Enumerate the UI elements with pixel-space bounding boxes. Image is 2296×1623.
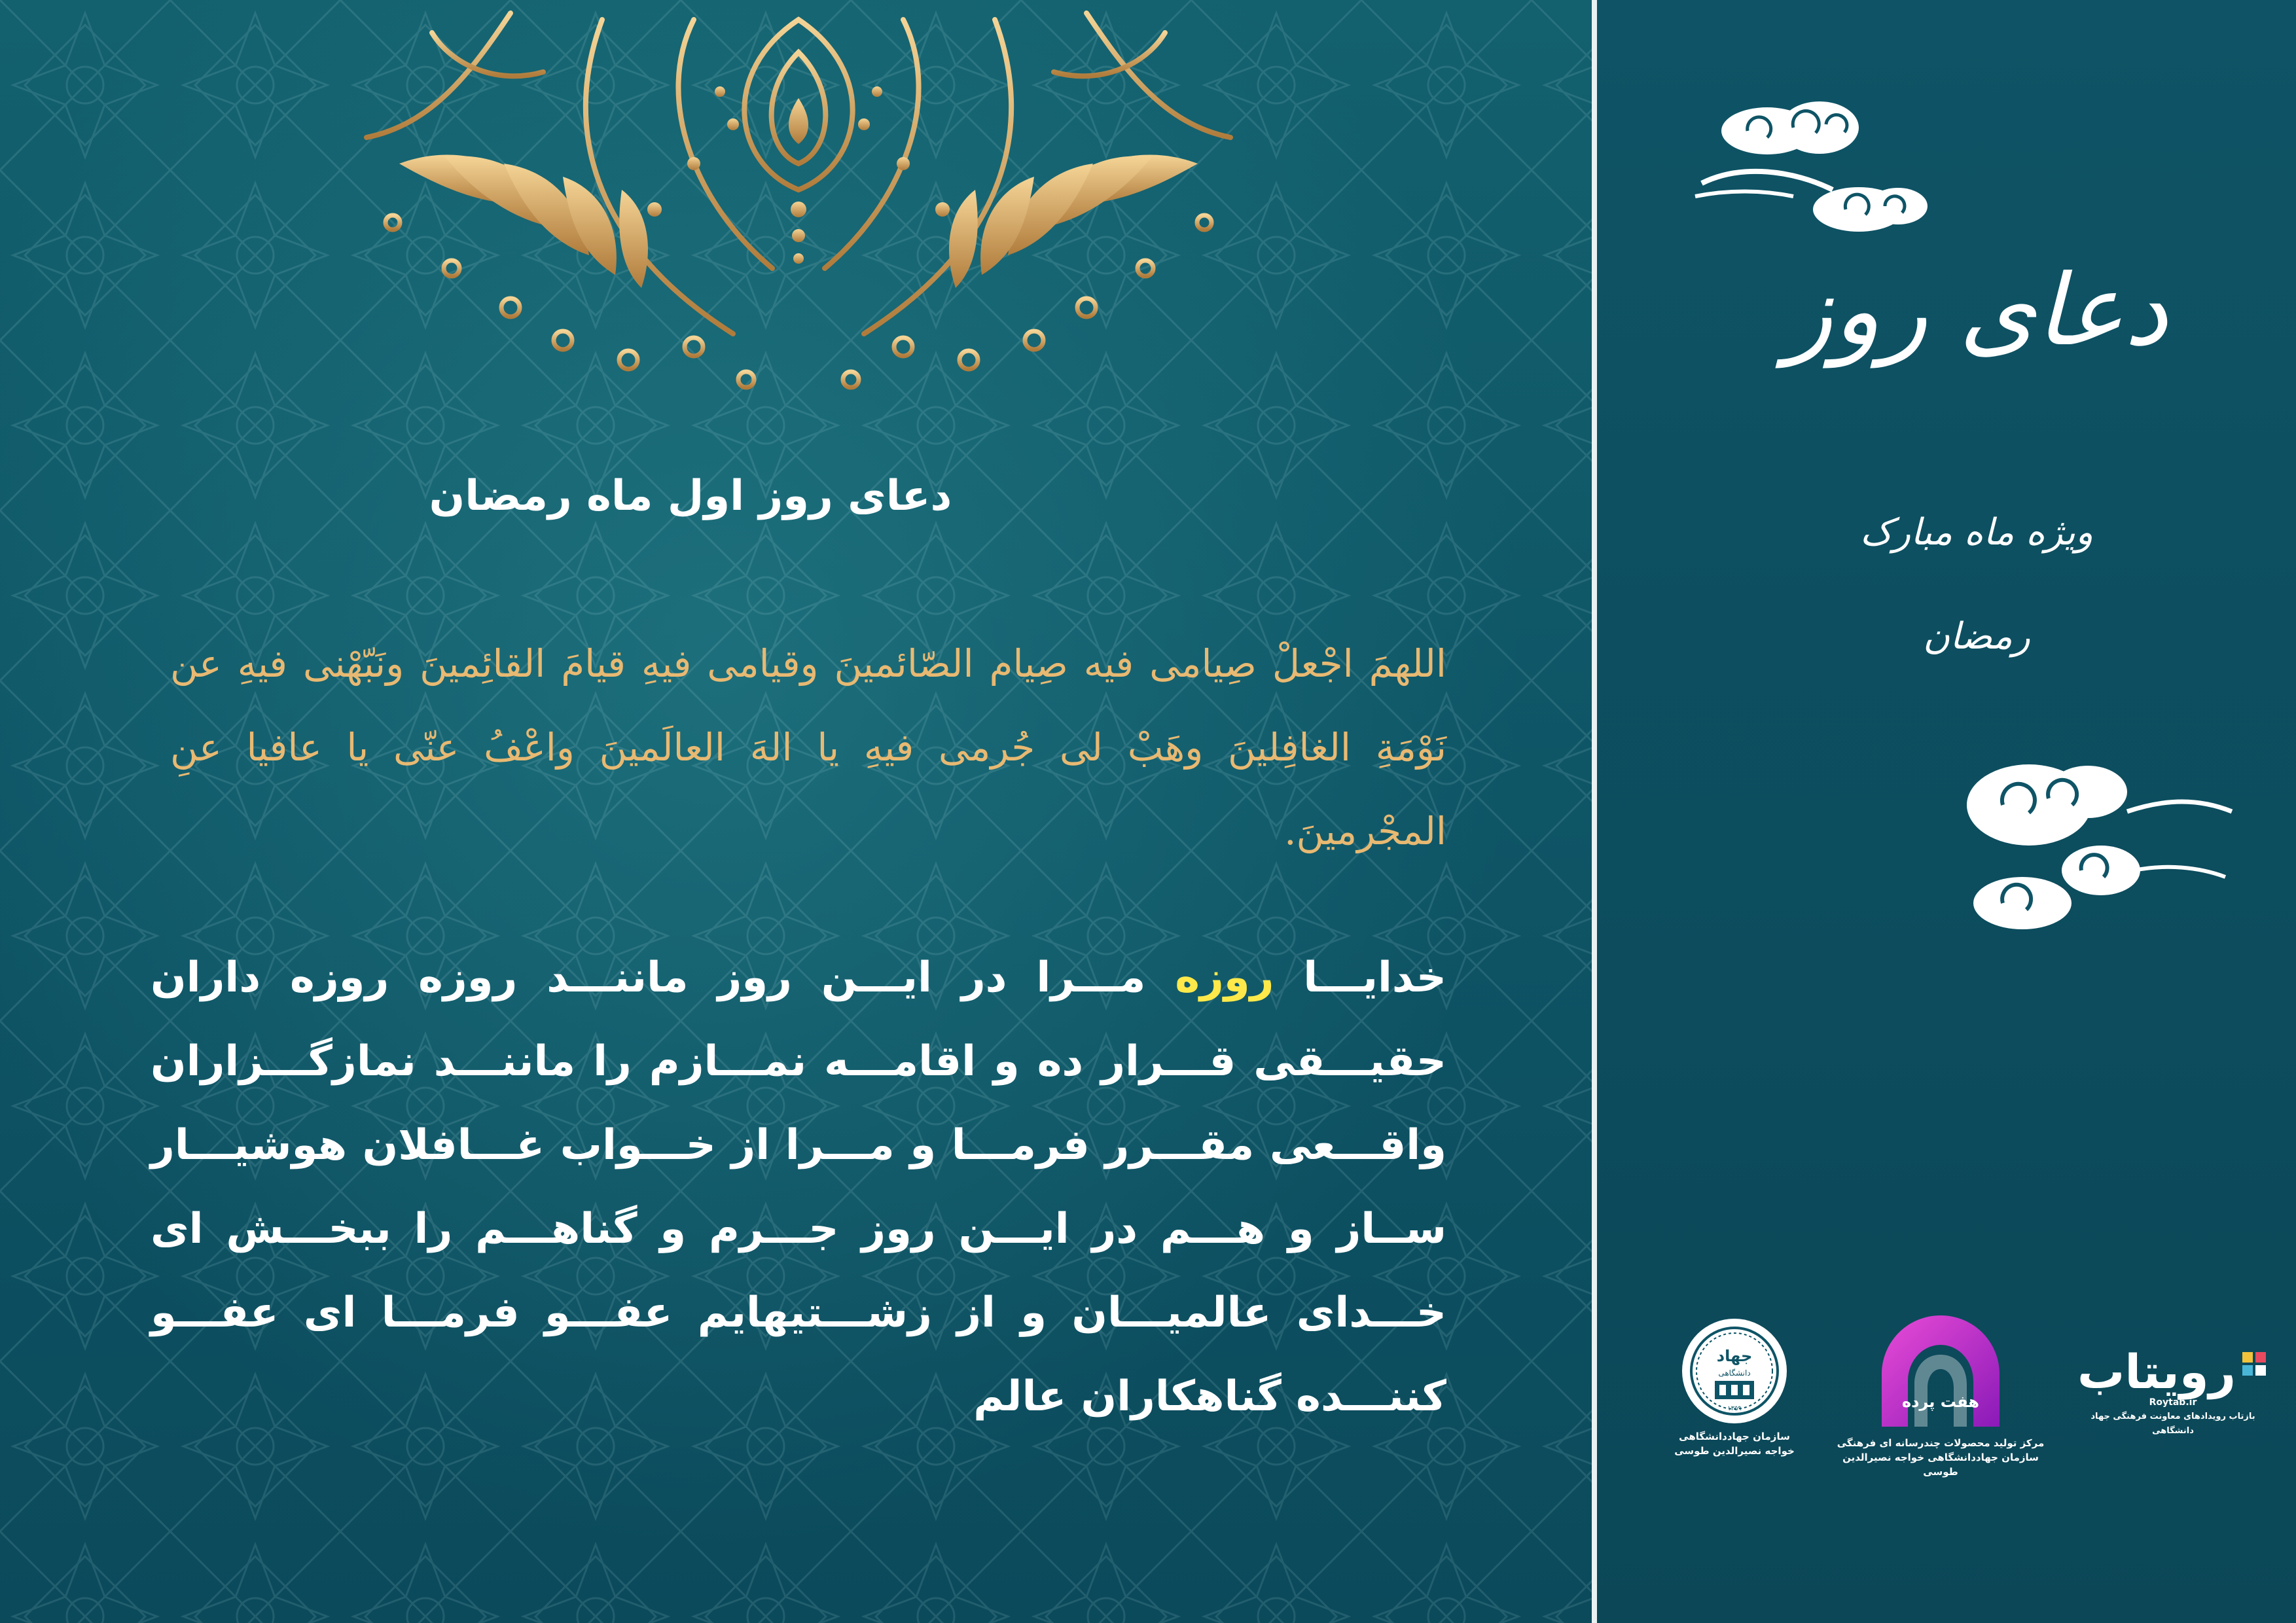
roytab-logo — [2075, 1344, 2271, 1438]
haft-pardeh-emblem-icon — [1875, 1309, 2006, 1433]
roytab-url: Roytab.ir — [2149, 1397, 2197, 1408]
arabic-prayer-text: اللهمَ اجْعلْ صِيامى فيه صِيام الصّائمينَ وقيامى فيهِ قيامَ القائِمينَ ونَبّهْنى فيهِ عن نَوْمَةِ الغافِلينَ وهَبْ لى جُرمى فيهِ يا الهَ العالَمينَ واعْفُ عنّى يا عافيا عنِ المجْرمينَ. — [170, 641, 1446, 853]
translation-start: خدایـــا — [1274, 954, 1446, 1002]
jahad-caption-2: خواجه نصیرالدین طوسی — [1674, 1445, 1795, 1457]
translation-rest: مـــرا در ایـــن روز ماننـــد روزه روزه داران حقیـــقی قـــرار ده و اقامـــه نمـــازم را ماننـــد نمازگـــزاران واقـــعی مقـــرر فرمـــا و مـــرا از خـــواب غـــافلان هوشیـــار ســاز و هـــم در ایـــن روز جـــرم و گناهـــم را ببخـــش ای خـــدای عالمیـــان و از زشـــتیهایم عفـــو فرمـــا ای عفـــو کننـــده گناهکاران عالم — [151, 954, 1446, 1421]
haft-pardeh-logo — [1833, 1309, 2049, 1479]
page-title: دعای روز اول ماه رمضان — [429, 472, 952, 520]
jahad-logo — [1662, 1315, 1806, 1458]
jahad-caption-1: سازمان جهاددانشگاهی — [1679, 1431, 1790, 1442]
sidebar-subheading: ویژه ماه مبارک — [1860, 511, 2093, 554]
roytab-name: رویتاب — [2077, 1344, 2236, 1399]
haft-pardeh-caption-1: مرکز تولید محصولات چندرسانه ای فرهنگی — [1837, 1437, 2045, 1449]
jahad-year: ۱۳۵۹ — [1727, 1405, 1742, 1412]
highlighted-word: روزه — [1175, 954, 1274, 1002]
roytab-mark-icon — [2242, 1352, 2269, 1391]
sidebar-panel — [1597, 0, 2296, 1623]
jahad-emblem-icon — [1679, 1315, 1790, 1427]
gold-mandala-ornament — [236, 0, 1361, 412]
roytab-caption: بازتاب رویدادهای معاونت فرهنگی جهاد دانشگاهی — [2090, 1412, 2255, 1436]
cloud-ornament-top — [1689, 92, 1937, 249]
jahad-name: جهاد — [1716, 1347, 1753, 1365]
haft-pardeh-caption-2: سازمان جهاددانشگاهی خواجه نصیرالدین طوسی — [1842, 1452, 2039, 1478]
persian-translation — [151, 936, 1446, 1438]
sidebar-heading: دعای روز — [1785, 254, 2168, 368]
jahad-name-sub: دانشگاهی — [1718, 1368, 1751, 1378]
sidebar-subheading-ramadan: رمضان — [1923, 615, 2030, 658]
haft-pardeh-name: هفت پرده — [1901, 1393, 1980, 1411]
panel-divider — [1592, 0, 1597, 1623]
cloud-ornament-bottom — [1950, 746, 2238, 942]
